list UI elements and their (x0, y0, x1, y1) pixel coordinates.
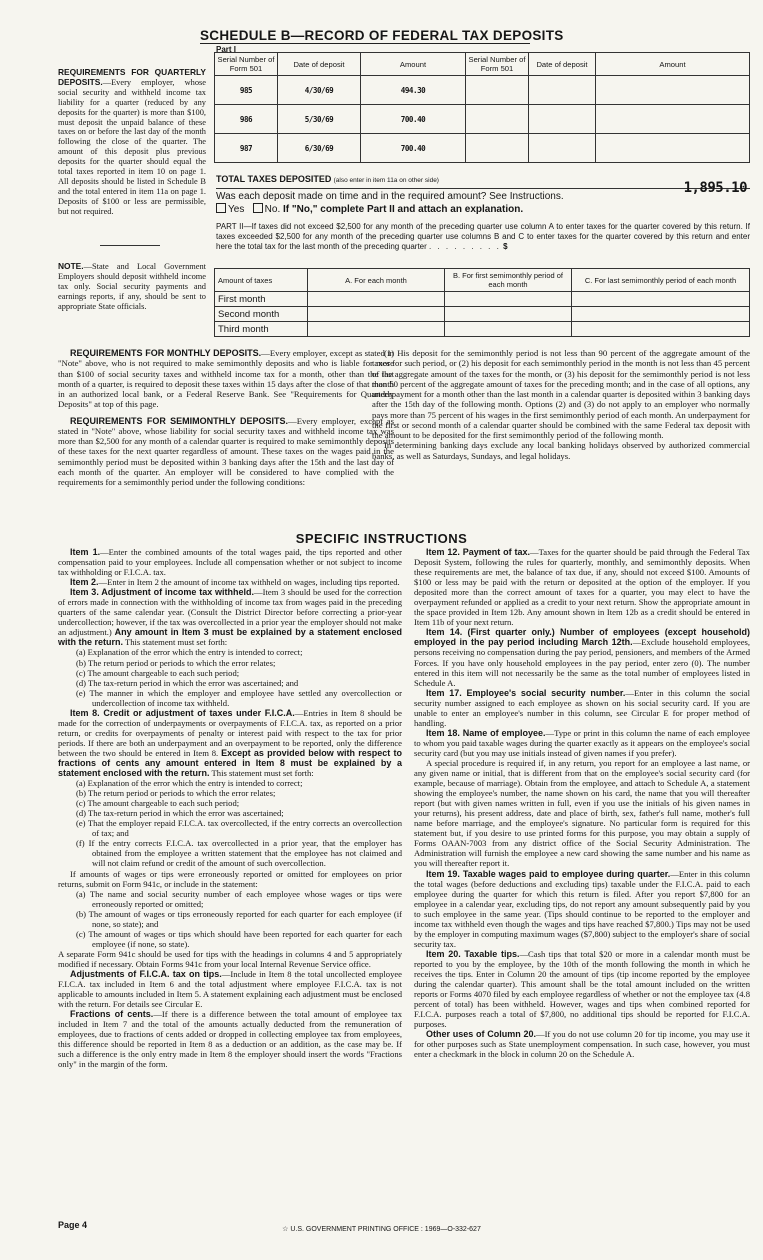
note-heading: NOTE. (58, 261, 84, 271)
instructions-left-column (58, 547, 402, 1069)
cell-input[interactable] (445, 322, 572, 337)
item20-heading: Item 20. Taxable tips. (426, 948, 520, 959)
list-item: (b) The amount of wages or tips erroneously reported for each quarter for each employee (if none, so state); and (76, 908, 402, 929)
deposit-date[interactable]: 5/30/69 (278, 105, 361, 134)
table-row (215, 76, 750, 105)
list-item: (c) The amount chargeable to each such period; (76, 798, 240, 809)
item1-text: —Enter the combined amounts of the total wages paid, the tips reported and other compensation paid to your employees. Include all compensation whether or not subject to income tax withholding or F.I.C.A. tax. (58, 547, 402, 578)
list-item: (e) The manner in which the employer and employee have settled any overcollection or undercollection of income tax withheld. (76, 687, 402, 708)
specific-instructions (58, 547, 750, 1215)
total-deposited-line (216, 174, 750, 189)
yes-no-line (216, 203, 523, 215)
item18-text: —Type or print in this column the name of each employee to whom you paid taxable wages during the quarter exactly as it appears on the employee's social security card (but you may use initials instead of given names if you prefer). (414, 727, 750, 758)
col-amount-1: Amount (361, 53, 466, 76)
deposit-serial-empty[interactable] (466, 134, 529, 163)
banking-days: In determining banking days exclude any local banking holidays observed by authorized commercial banks, as well as Saturdays, Sundays, and legal holidays. (372, 440, 750, 461)
table-row (215, 134, 750, 163)
no-label: No. (264, 204, 281, 215)
part2-instructions (216, 222, 750, 252)
deposit-serial[interactable]: 986 (215, 105, 278, 134)
deposit-date[interactable]: 6/30/69 (278, 134, 361, 163)
deposit-date[interactable]: 4/30/69 (278, 76, 361, 105)
item14-text: —Exclude household employees, persons receiving no compensation during the pay period, pensioners, and members of the Armed Forces. If you have only household employees in the pay period, enter zero (0). The number entered in this item will not necessarily be the same as the total number of employees listed in Schedule A. (414, 637, 751, 688)
deposit-amount[interactable]: 700.40 (361, 105, 466, 134)
specific-instructions-title: SPECIFIC INSTRUCTIONS (295, 531, 468, 546)
item17-text: —Enter in this column the social security number assigned to each employee as shown on his social security card. If you are unable to enter an employee's number in this column, see Circular E for proper method of handling. (414, 687, 750, 728)
table-row (215, 322, 750, 337)
cell-input[interactable] (308, 322, 445, 337)
part2-table (214, 268, 750, 337)
no-checkbox[interactable] (253, 203, 263, 213)
yes-checkbox[interactable] (216, 203, 226, 213)
item18-special-procedure: A special procedure is required if, in any return, you report for an employee a last name, or any given name or initial, that is different from that on the employee's social security card (for example, because of marriage). Obtain from the employee, and attach to Schedule A, a statement showing the employee's number, the name shown on his card, the name that you will thereafter report (but with given names written in full, even if you use the initials of his given names in your returns), his present address, date and place of birth, sex, father's full name, mother's full name before marriage, and the employee's signature. No particular form is required for this statement but, if you desire to use printed forms for this purpose, you may obtain a supply of Forms OAAN-7003 from any district office of the Social Security Administration. The Administration will furnish the employee a new card showing the same number and his name as you will thereafter report it. (414, 757, 750, 869)
other-uses-heading: Other uses of Column 20. (426, 1029, 536, 1040)
item12-heading: Item 12. Payment of tax. (426, 547, 531, 557)
col-amount-2: Amount (596, 53, 750, 76)
quarterly-text: —Every employer, whose social security and withheld income tax liability for a quarter (reduced by any deposits for the quarter) is more than $100, must deposit the unpaid balance of these taxes on or before the last day of the month following the close of the quarter. The amount of this deposit plus previous deposits for the quarter should equal the total taxes reported in item 10 on page 1. All deposits should be listed in Schedule B and the total entered in item 11a on page 1. Deposits of $100 or less are permissible, but not required. (58, 77, 206, 216)
list-item: (d) The tax-return period in which the error was ascertained; and (76, 677, 299, 688)
leader-dots: . . . . . . . . . (429, 242, 501, 251)
table-row (215, 307, 750, 322)
dollar-sign: $ (503, 242, 508, 251)
col-date-1: Date of deposit (278, 53, 361, 76)
requirements-right-column (372, 348, 750, 461)
fractions-text: —If there is a difference between the total amount of employee tax included in Item 7 and the total of the amounts actually deducted from the remuneration of employees, due to fractions of cents added or dropped in collecting employee tax from employees, this difference should be reported in Item 8 as a deduction or an addition, as the case may be. If such a difference is the only entry made in Item 8 the employer should insert the words "Fractions only" in the margin of the form. (58, 1009, 402, 1070)
list-item: (e) That the employer repaid F.I.C.A. tax overcollected, if the entry corrects an overcollection of tax; and (76, 818, 402, 839)
list-item: (a) Explanation of the error which the entry is intended to correct; (76, 778, 303, 789)
deposit-serial-empty[interactable] (466, 105, 529, 134)
part2-text: PART II—If taxes did not exceed $2,500 for any month of the preceding quarter use column A to enter taxes for the quarter covered by this return. If taxes exceeded $2,500 for any month of the preceding quarter use columns B and C to enter taxes for the quarter covered by this return and enter here the total tax for the last month of the preceding quarter (216, 222, 750, 251)
requirements-left-column (58, 348, 394, 487)
schedule-title: SCHEDULE B—RECORD OF FEDERAL TAX DEPOSITS (200, 28, 564, 43)
item12-text: —Taxes for the quarter should be paid through the Federal Tax Deposit System, following the rules for quarterly, monthly, and semimonthly deposits. When these requirements are met, the balance of tax due, if any, should not exceed $100. Amounts of $100 or less may be paid with the return or deposited at the option of the employer. If you deposited more than the correct amount of taxes for a quarter, you may elect to have the overpayment refunded or applied as a credit to your next return. Show the appropriate amount in the space provided in Item 12b. Any amount shown in Item 12b as a credit should be entered in Item 11b of your next return. (414, 547, 750, 628)
item3-bold: Any amount in Item 3 must be explained by a statement enclosed with the return. (58, 627, 402, 648)
tips-intro: If amounts of wages or tips were erroneously reported or omitted for employees on prior returns, submit on Form 941c, or include in the statement: (58, 868, 402, 889)
row-label: Third month (215, 322, 308, 337)
item2-text: —Enter in Item 2 the amount of income tax withheld on wages, including tips reported. (98, 577, 400, 588)
note-text: —State and Local Government Employers should deposit withheld income tax only. Social security payments and earnings reports, if any, should be sent to appropriate State officials. (58, 262, 206, 311)
col-amount-of-taxes: Amount of taxes (215, 269, 308, 292)
deposit-amount[interactable]: 700.40 (361, 134, 466, 163)
deposit-amount-empty[interactable] (596, 134, 750, 163)
list-item: (a) Explanation of the error which the entry is intended to correct; (76, 647, 303, 658)
other-uses-text: —If you do not use column 20 for tip income, you may use it for other purposes such as State unemployment compensation. In such case, however, you must enter a checkmark in the block in column 20 on the Schedule A. (414, 1029, 750, 1060)
total-amount[interactable]: 1,895.10 (683, 180, 747, 196)
col-serial-2: Serial Number of Form 501 (466, 53, 529, 76)
item8-list (58, 778, 402, 868)
deposit-amount[interactable]: 494.30 (361, 76, 466, 105)
col-first-semimonthly: B. For first semimonthly period of each month (445, 269, 572, 292)
page-number: Page 4 (58, 1220, 88, 1230)
table-row (215, 105, 750, 134)
government-note (58, 262, 206, 312)
deposit-amount-empty[interactable] (596, 76, 750, 105)
deposit-date-empty[interactable] (529, 134, 596, 163)
deposit-serial[interactable]: 987 (215, 134, 278, 163)
adjustments-heading: Adjustments of F.I.C.A. tax on tips. (70, 968, 222, 979)
deposit-date-empty[interactable] (529, 76, 596, 105)
item18-heading: Item 18. Name of employee. (426, 727, 546, 738)
col-serial-1: Serial Number of Form 501 (215, 53, 278, 76)
form-941c-note: A separate Form 941c should be used for tips with the headings in columns 4 and 5 appropriately modified if necessary. Obtain Forms 941c from your local Internal Revenue Service office. (58, 948, 402, 969)
list-item: (d) The tax-return period in which the error was ascertained; (76, 808, 284, 819)
item14-heading: Item 14. (First quarter only.) Number of employees (except household) employed in the pay period including March 12th. (414, 627, 750, 648)
adjustments-text: —Include in Item 8 the total uncollected employee F.I.C.A. tax included in Item 6 and the total adjustment where employee F.I.C.A. tax is not applicable to amounts included in Item 5. A statement explaining each adjustment must be enclosed with the return. For details see Circular E. (58, 968, 403, 1010)
deposit-serial[interactable]: 985 (215, 76, 278, 105)
printing-office-imprint: ☆ U.S. GOVERNMENT PRINTING OFFICE : 1969—O-332-627 (282, 1226, 481, 1233)
col-last-semimonthly: C. For last semimonthly period of each month (572, 269, 750, 292)
monthly-heading: REQUIREMENTS FOR MONTHLY DEPOSITS. (70, 348, 262, 358)
timely-question: Was each deposit made on time and in the required amount? See Instructions. (216, 191, 564, 202)
list-item: (c) The amount chargeable to each such period; (76, 667, 240, 678)
title-underline (200, 43, 530, 44)
deposit-table (214, 52, 750, 163)
list-item: (b) The return period or periods to which the error relates; (76, 788, 276, 799)
item3-text: —Item 3 should be used for the correction of errors made in connection with the withholding of income tax from wages paid in the preceding quarters of the same calendar year. (Consult the District Director before correcting a prior-year undercollection; however, if the tax was overcollected in a prior year the employer should not make an adjustment.) (58, 587, 402, 638)
deposit-serial-empty[interactable] (466, 76, 529, 105)
quarterly-requirements (58, 68, 206, 217)
quarterly-heading: REQUIREMENTS FOR QUARTERLY DEPOSITS. (58, 67, 206, 87)
cell-input[interactable] (572, 292, 750, 307)
list-item: (c) The amount of wages or tips which should have been reported for each quarter for each employee (if none, so state). (76, 928, 402, 949)
semimonthly-text: —Every employer, except as stated in "Note" above, whose liability for social security taxes and withheld income tax was more than $2,500 for any month of a calendar quarter is required to make semimonthly deposits of these taxes for the next quarter regardless of amount. These taxes on the wages paid in the semimonthly period must be deposited within 3 banking days after the 15th and the last day of each month of the quarter. An employer will be considered to have complied with the requirements for a semimonthly period under the following conditions: (58, 415, 395, 487)
semimonthly-conditions: (1) His deposit for the semimonthly period is not less than 90 percent of the aggregate amount of the taxes for such period, or (2) his deposit for each semimonthly period in the month is not less than 45 percent of the aggregate amount of the taxes for the month, or (3) his deposit for the semimonthly period is not less than 50 percent of the aggregate amount of taxes for the preceding month; and in the case of all options, any underpayment for a month other than the last month in a calendar quarter is deposited within 3 banking days after the 15th day of the following month. Options (2) and (3) do not apply to an employer who normally pays more than 75 percent of his wages in the first semimonthly period of each month. An underpayment for the first or second month of a calendar quarter should be combined with the same Federal tax deposit with the amount to be deposited for the first semimonthly period of the following month. (372, 348, 750, 440)
cell-input[interactable] (445, 292, 572, 307)
item3-heading: Item 3. Adjustment of income tax withheld. (70, 587, 255, 598)
col-each-month: A. For each month (308, 269, 445, 292)
item20-text: —Cash tips that total $20 or more in a calendar month must be reported to you by the employee, by the 10th of the month following the month in which he receives the tips. Enter in Column 20 the amount of tips (tip income reported by the employee during the calendar quarter). This amount shall be the total amount included on the written reports or Forms 4070 filed by each employee regardless of whether or not the employee tax (4.8 percent of total) has been withheld. However, wages and tips when combined reported for F.I.C.A. purposes reach a total of $7,800, no additional tips should be reported for F.I.C.A. purposes. (414, 948, 750, 1030)
instructions-right-column (414, 547, 750, 1059)
cell-input[interactable] (572, 307, 750, 322)
total-label: TOTAL TAXES DEPOSITED (216, 174, 332, 184)
row-label: Second month (215, 307, 308, 322)
part1-label: Part I (216, 45, 237, 54)
item3-list (58, 647, 402, 707)
item8-bold: Except as provided below with respect to fractions of cents any amount entered in Item 8 must be explained by a statement enclosed with the return. (58, 747, 402, 779)
cell-input[interactable] (308, 307, 445, 322)
fractions-heading: Fractions of cents. (70, 1009, 154, 1020)
total-note: (also enter in item 11a on other side) (333, 177, 439, 184)
cell-input[interactable] (308, 292, 445, 307)
cell-input[interactable] (445, 307, 572, 322)
item1-heading: Item 1. (70, 547, 101, 557)
item17-heading: Item 17. Employee's social security number. (426, 687, 626, 698)
sidebar-divider (100, 245, 160, 246)
item2-heading: Item 2. (70, 577, 99, 588)
item8-tail: This statement must set forth: (211, 768, 314, 779)
col-date-2: Date of deposit (529, 53, 596, 76)
list-item: (f) If the entry corrects F.I.C.A. tax overcollected in a prior year, that the employer has obtained from the employee a written statement that the employee has not claimed and will not claim refund or credit of the amount of such overcollection. (76, 838, 402, 869)
item8-text: —Entries in Item 8 should be made for the correction of underpayments or overpayments of F.I.C.A. tax, as reported on a prior return, or credits for overpayments of penalty or interest paid with respect to the tax for prior periods. If there are both an underpayment and an overpayment to be reported, only the difference between the two should be entered in Item 8. (58, 707, 402, 758)
monthly-text: —Every employer, except as stated in "Note" above, who is not required to make semimonthly deposits and who is liable for more than $100 of social security taxes and withheld income tax for a month, other than the last month of a quarter, is required to deposit these taxes within 15 days after the close of that month in an authorized local bank, or a Federal Reserve Bank. See "Requirements for Quarterly Deposits" at top of this page. (58, 348, 394, 410)
deposit-amount-empty[interactable] (596, 105, 750, 134)
deposit-requirements (58, 348, 750, 528)
item3-tail: This statement must set forth: (125, 637, 228, 648)
list-item: (b) The return period or periods to which the error relates; (76, 657, 276, 668)
item19-heading: Item 19. Taxable wages paid to employee during quarter. (426, 868, 671, 879)
semimonthly-heading: REQUIREMENTS FOR SEMIMONTHLY DEPOSITS. (70, 415, 289, 426)
tips-list (58, 889, 402, 949)
table-row (215, 292, 750, 307)
item19-text: —Enter in this column the total wages (before deductions and excluding tips) taxable under the F.I.C.A. paid to each employee during the quarter for which this return is filed. After you report $7,800 for an employee in a calendar year, excluding tips, do not report any amount subsequently paid by you to such employee in the same year. (Tips should continue to be reported to the employer and income tax withheld even though the wages and tips have reached $7,800.) Tips may not be used by the employer in computing maximum wages ($7,800) subject to the employer's share of social security tax. (414, 868, 751, 949)
deposit-date-empty[interactable] (529, 105, 596, 134)
list-item: (a) The name and social security number of each employee whose wages or tips were erroneously reported or omitted; (76, 888, 402, 909)
cell-input[interactable] (572, 322, 750, 337)
row-label: First month (215, 292, 308, 307)
item8-heading: Item 8. Credit or adjustment of taxes under F.I.C.A. (70, 707, 295, 718)
no-instruction: If "No," complete Part II and attach an explanation. (283, 204, 524, 215)
yes-label: Yes (228, 204, 245, 215)
